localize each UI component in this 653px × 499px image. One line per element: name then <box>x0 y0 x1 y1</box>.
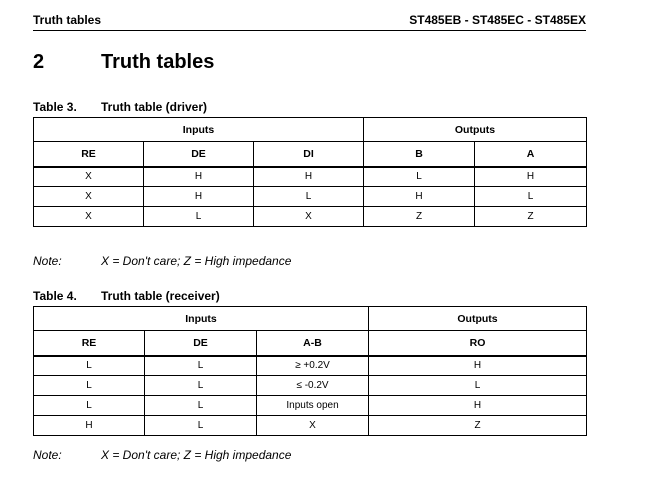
table-row <box>34 187 587 207</box>
table-cell: X <box>34 207 144 227</box>
table3-label: Table 3. <box>33 100 77 114</box>
table3-col-re: RE <box>34 142 144 167</box>
note2-label: Note: <box>33 448 62 462</box>
table-cell: X <box>254 207 364 227</box>
table-cell: X <box>34 167 144 187</box>
table3-col-a: A <box>475 142 587 167</box>
table-cell: H <box>144 167 254 187</box>
table3-title: Truth table (driver) <box>101 100 208 114</box>
table-cell: L <box>34 356 145 376</box>
running-header-product: ST485EB - ST485EC - ST485EX <box>409 13 586 27</box>
table-cell: H <box>364 187 475 207</box>
table-cell: X <box>257 416 369 436</box>
table-row <box>34 416 587 436</box>
table4-group-inputs: Inputs <box>34 307 369 331</box>
table-cell: H <box>475 167 587 187</box>
table-cell: H <box>254 167 364 187</box>
table-cell: L <box>145 376 257 396</box>
table-row <box>34 356 587 376</box>
table-cell: H <box>34 416 145 436</box>
receiver-truth-table <box>33 306 587 436</box>
table-row <box>34 376 587 396</box>
table3-col-di: DI <box>254 142 364 167</box>
table-cell: Inputs open <box>257 396 369 416</box>
table-row <box>34 207 587 227</box>
table-cell: H <box>369 396 587 416</box>
running-header-title: Truth tables <box>33 13 102 27</box>
table-cell: ≤ -0.2V <box>257 376 369 396</box>
section-number: 2 <box>33 51 45 73</box>
table-cell: L <box>475 187 587 207</box>
note1-text: X = Don't care; Z = High impedance <box>101 254 292 268</box>
table-row <box>34 396 587 416</box>
table-cell: L <box>34 376 145 396</box>
table4-col-a-b: A-B <box>257 331 369 356</box>
table4-col-ro: RO <box>369 331 587 356</box>
table4-col-re: RE <box>34 331 145 356</box>
table-cell: L <box>369 376 587 396</box>
table-cell: ≥ +0.2V <box>257 356 369 376</box>
table-cell: L <box>145 356 257 376</box>
table3-group-outputs: Outputs <box>364 118 587 142</box>
table3-group-inputs: Inputs <box>34 118 364 142</box>
table-cell: Z <box>364 207 475 227</box>
table-cell: L <box>254 187 364 207</box>
table-cell: L <box>145 396 257 416</box>
table-cell: X <box>34 187 144 207</box>
driver-truth-table <box>33 117 587 227</box>
table4-group-outputs: Outputs <box>369 307 587 331</box>
section-title: Truth tables <box>101 51 215 73</box>
note2-text: X = Don't care; Z = High impedance <box>101 448 292 462</box>
table-cell: Z <box>475 207 587 227</box>
table-cell: H <box>369 356 587 376</box>
table4-col-de: DE <box>145 331 257 356</box>
table-cell: Z <box>369 416 587 436</box>
note1-label: Note: <box>33 254 62 268</box>
header-rule <box>33 30 586 31</box>
table-cell: L <box>145 416 257 436</box>
table-cell: L <box>144 207 254 227</box>
table4-title: Truth table (receiver) <box>101 289 220 303</box>
table3-col-de: DE <box>144 142 254 167</box>
table-cell: H <box>144 187 254 207</box>
table4-label: Table 4. <box>33 289 77 303</box>
table-row <box>34 167 587 187</box>
table-cell: L <box>34 396 145 416</box>
table3-col-b: B <box>364 142 475 167</box>
table-cell: L <box>364 167 475 187</box>
